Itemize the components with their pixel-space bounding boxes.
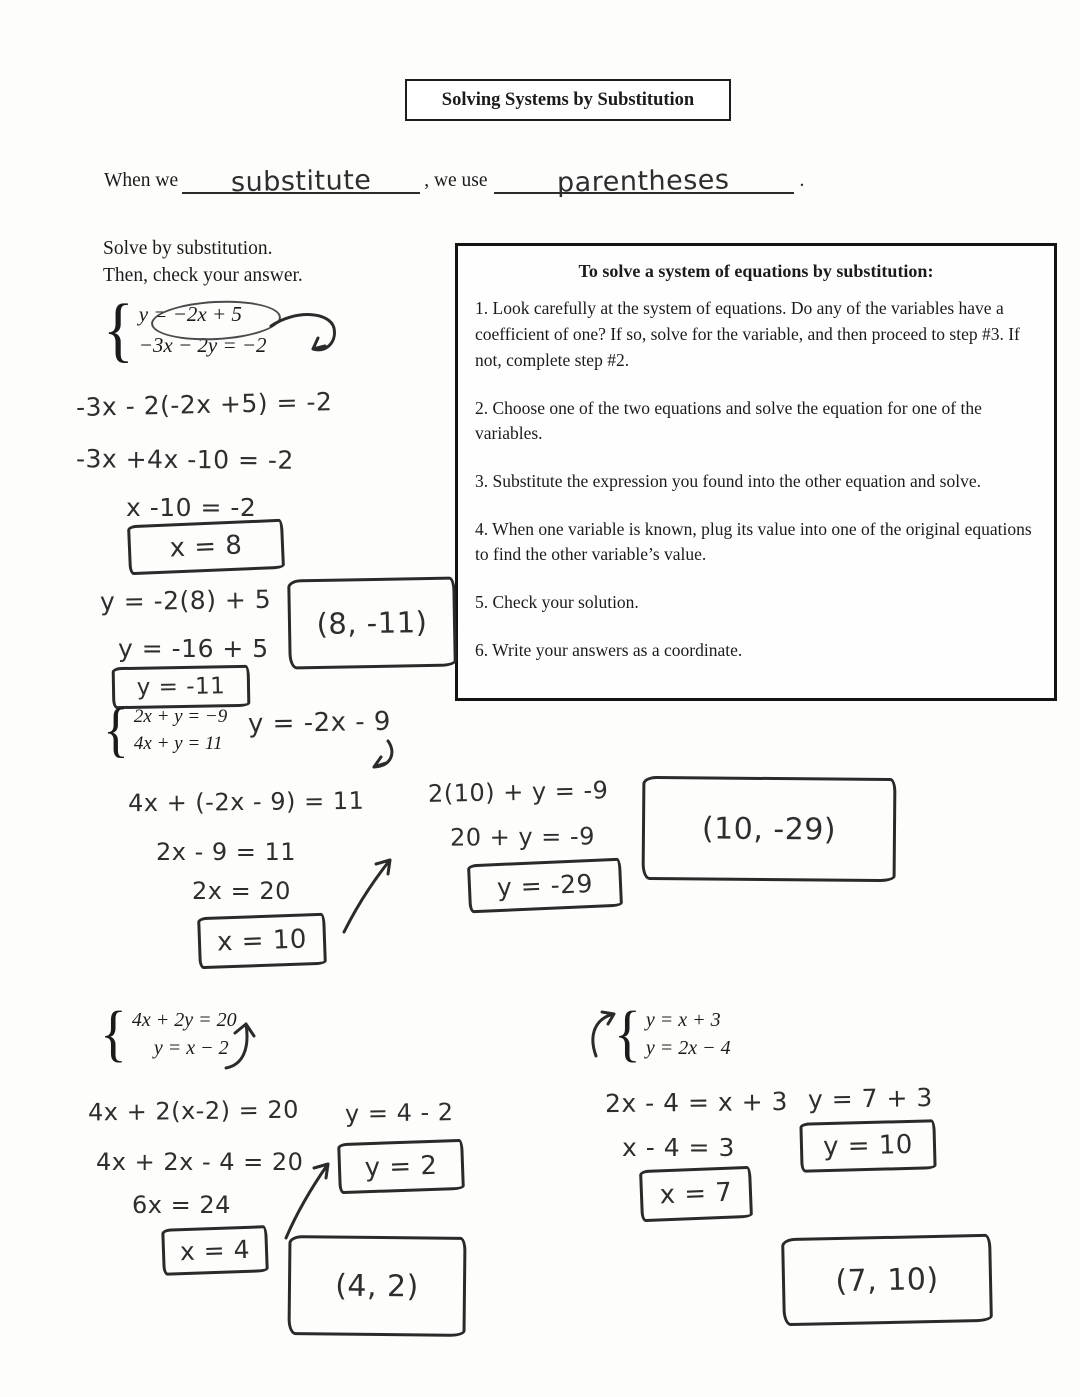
boxed-y-answer (467, 858, 623, 914)
fill-in-suffix: . (799, 170, 805, 191)
step-2: 2. Choose one of the two equations and solve the equation for one of the variables. (475, 397, 982, 444)
handwritten-work: 2x - 4 = x + 3 (604, 1086, 789, 1119)
step-5: 5. Check your solution. (475, 592, 639, 613)
up-arrow-annotation (338, 852, 398, 936)
handwritten-work: -3x - 2(-2x +5) = -2 (75, 387, 333, 422)
problem4-system (614, 999, 731, 1069)
system-brace: { (614, 999, 641, 1069)
problem1-equation-2: −3x − 2y = −2 (138, 333, 267, 357)
problem2-equation-1: 2x + y = −9 (133, 706, 228, 727)
handwritten-blank-1: substitute (230, 164, 372, 199)
directions (103, 236, 303, 290)
curl-arrow-annotation (352, 738, 398, 774)
problem3-system (100, 999, 237, 1069)
boxed-y-value: y = 10 (822, 1129, 914, 1163)
boxed-x-value: x = 7 (659, 1177, 733, 1211)
system-brace: { (103, 289, 134, 370)
fill-in-blank-1 (182, 150, 420, 199)
problem2-equation-2: 4x + y = 11 (133, 733, 223, 754)
final-answer-box (287, 1235, 466, 1337)
worksheet-title: Solving Systems by Substitution (441, 89, 695, 110)
handwritten-check: 2(10) + y = -9 (427, 776, 609, 808)
boxed-x-value: x = 10 (216, 924, 308, 958)
fill-in-middle: , we use (424, 170, 488, 191)
handwritten-work: 4x + 2(x-2) = 20 (87, 1095, 300, 1127)
boxed-y-value: y = -29 (496, 868, 594, 903)
handwritten-work: 6x = 24 (132, 1191, 231, 1219)
directions-line-2: Then, check your answer. (103, 264, 303, 286)
handwritten-work: 2x = 20 (192, 877, 291, 905)
boxed-y-value: y = 2 (364, 1150, 438, 1183)
handwritten-check: y = -16 + 5 (118, 634, 269, 663)
boxed-x-answer (197, 913, 327, 969)
curl-up-arrow-annotation (222, 1018, 260, 1072)
handwritten-work: 4x + (-2x - 9) = 11 (127, 786, 365, 818)
step-6: 6. Write your answers as a coordinate. (475, 639, 743, 660)
handwritten-check: y = 4 - 2 (344, 1098, 454, 1128)
steps-box (455, 243, 1057, 701)
boxed-x-value: x = 8 (169, 530, 243, 564)
boxed-y-answer (337, 1139, 465, 1194)
system-brace: { (103, 696, 129, 764)
boxed-y-value: y = -11 (136, 673, 226, 701)
worksheet-title-box (405, 79, 731, 121)
handwritten-check: 20 + y = -9 (449, 822, 596, 852)
step-4: 4. When one variable is known, plug its value into one of the original equations to find the other variable’s value. (475, 518, 1032, 565)
problem2-system (103, 696, 228, 764)
problem1-equation-1: y = −2x + 5 (138, 302, 242, 326)
boxed-x-answer (161, 1225, 269, 1276)
up-arrow-annotation (282, 1158, 334, 1242)
final-answer-box (642, 776, 897, 882)
boxed-x-value: x = 4 (179, 1234, 251, 1267)
final-answer-box (781, 1234, 993, 1326)
handwritten-work: 4x + 2x - 4 = 20 (96, 1148, 304, 1176)
final-answer-value: (8, -11) (316, 605, 428, 641)
fill-in-prefix: When we (104, 170, 179, 191)
boxed-x-answer (639, 1166, 753, 1222)
handwritten-blank-2: parentheses (557, 164, 731, 199)
boxed-x-answer (127, 519, 285, 575)
fill-in-blank-2 (494, 150, 794, 199)
final-answer-box (287, 577, 457, 670)
handwritten-work: x -10 = -2 (126, 493, 257, 522)
problem3-equation-1: 4x + 2y = 20 (131, 1009, 237, 1031)
final-answer-value: (4, 2) (334, 1268, 420, 1304)
handwritten-check: y = 7 + 3 (807, 1082, 934, 1115)
curved-arrow-annotation (268, 306, 346, 362)
problem3-equation-2: y = x − 2 (153, 1037, 229, 1059)
system-brace: { (100, 999, 127, 1069)
handwritten-check: y = -2(8) + 5 (99, 584, 272, 617)
final-answer-value: (7, 10) (835, 1261, 939, 1299)
problem4-equation-2: y = 2x − 4 (645, 1037, 731, 1059)
handwritten-work: -3x +4x -10 = -2 (75, 444, 294, 475)
fill-in-sentence (104, 150, 805, 199)
directions-line-1: Solve by substitution. (103, 238, 273, 259)
handwritten-work: 2x - 9 = 11 (156, 838, 297, 866)
problem4-equation-1: y = x + 3 (645, 1009, 721, 1031)
boxed-y-answer (799, 1119, 936, 1173)
handwritten-isolated-equation: y = -2x - 9 (247, 706, 392, 740)
steps-box-title: To solve a system of equations by substitution: (578, 261, 934, 281)
final-answer-value: (10, -29) (701, 810, 837, 848)
step-1: 1. Look carefully at the system of equations. Do any of the variables have a coefficient of one? If so, solve for the variable, and then proceed to step #3. If not, complete step #2. (475, 298, 1020, 370)
step-3: 3. Substitute the expression you found into the other equation and solve. (475, 471, 981, 492)
handwritten-work: x - 4 = 3 (622, 1133, 735, 1162)
